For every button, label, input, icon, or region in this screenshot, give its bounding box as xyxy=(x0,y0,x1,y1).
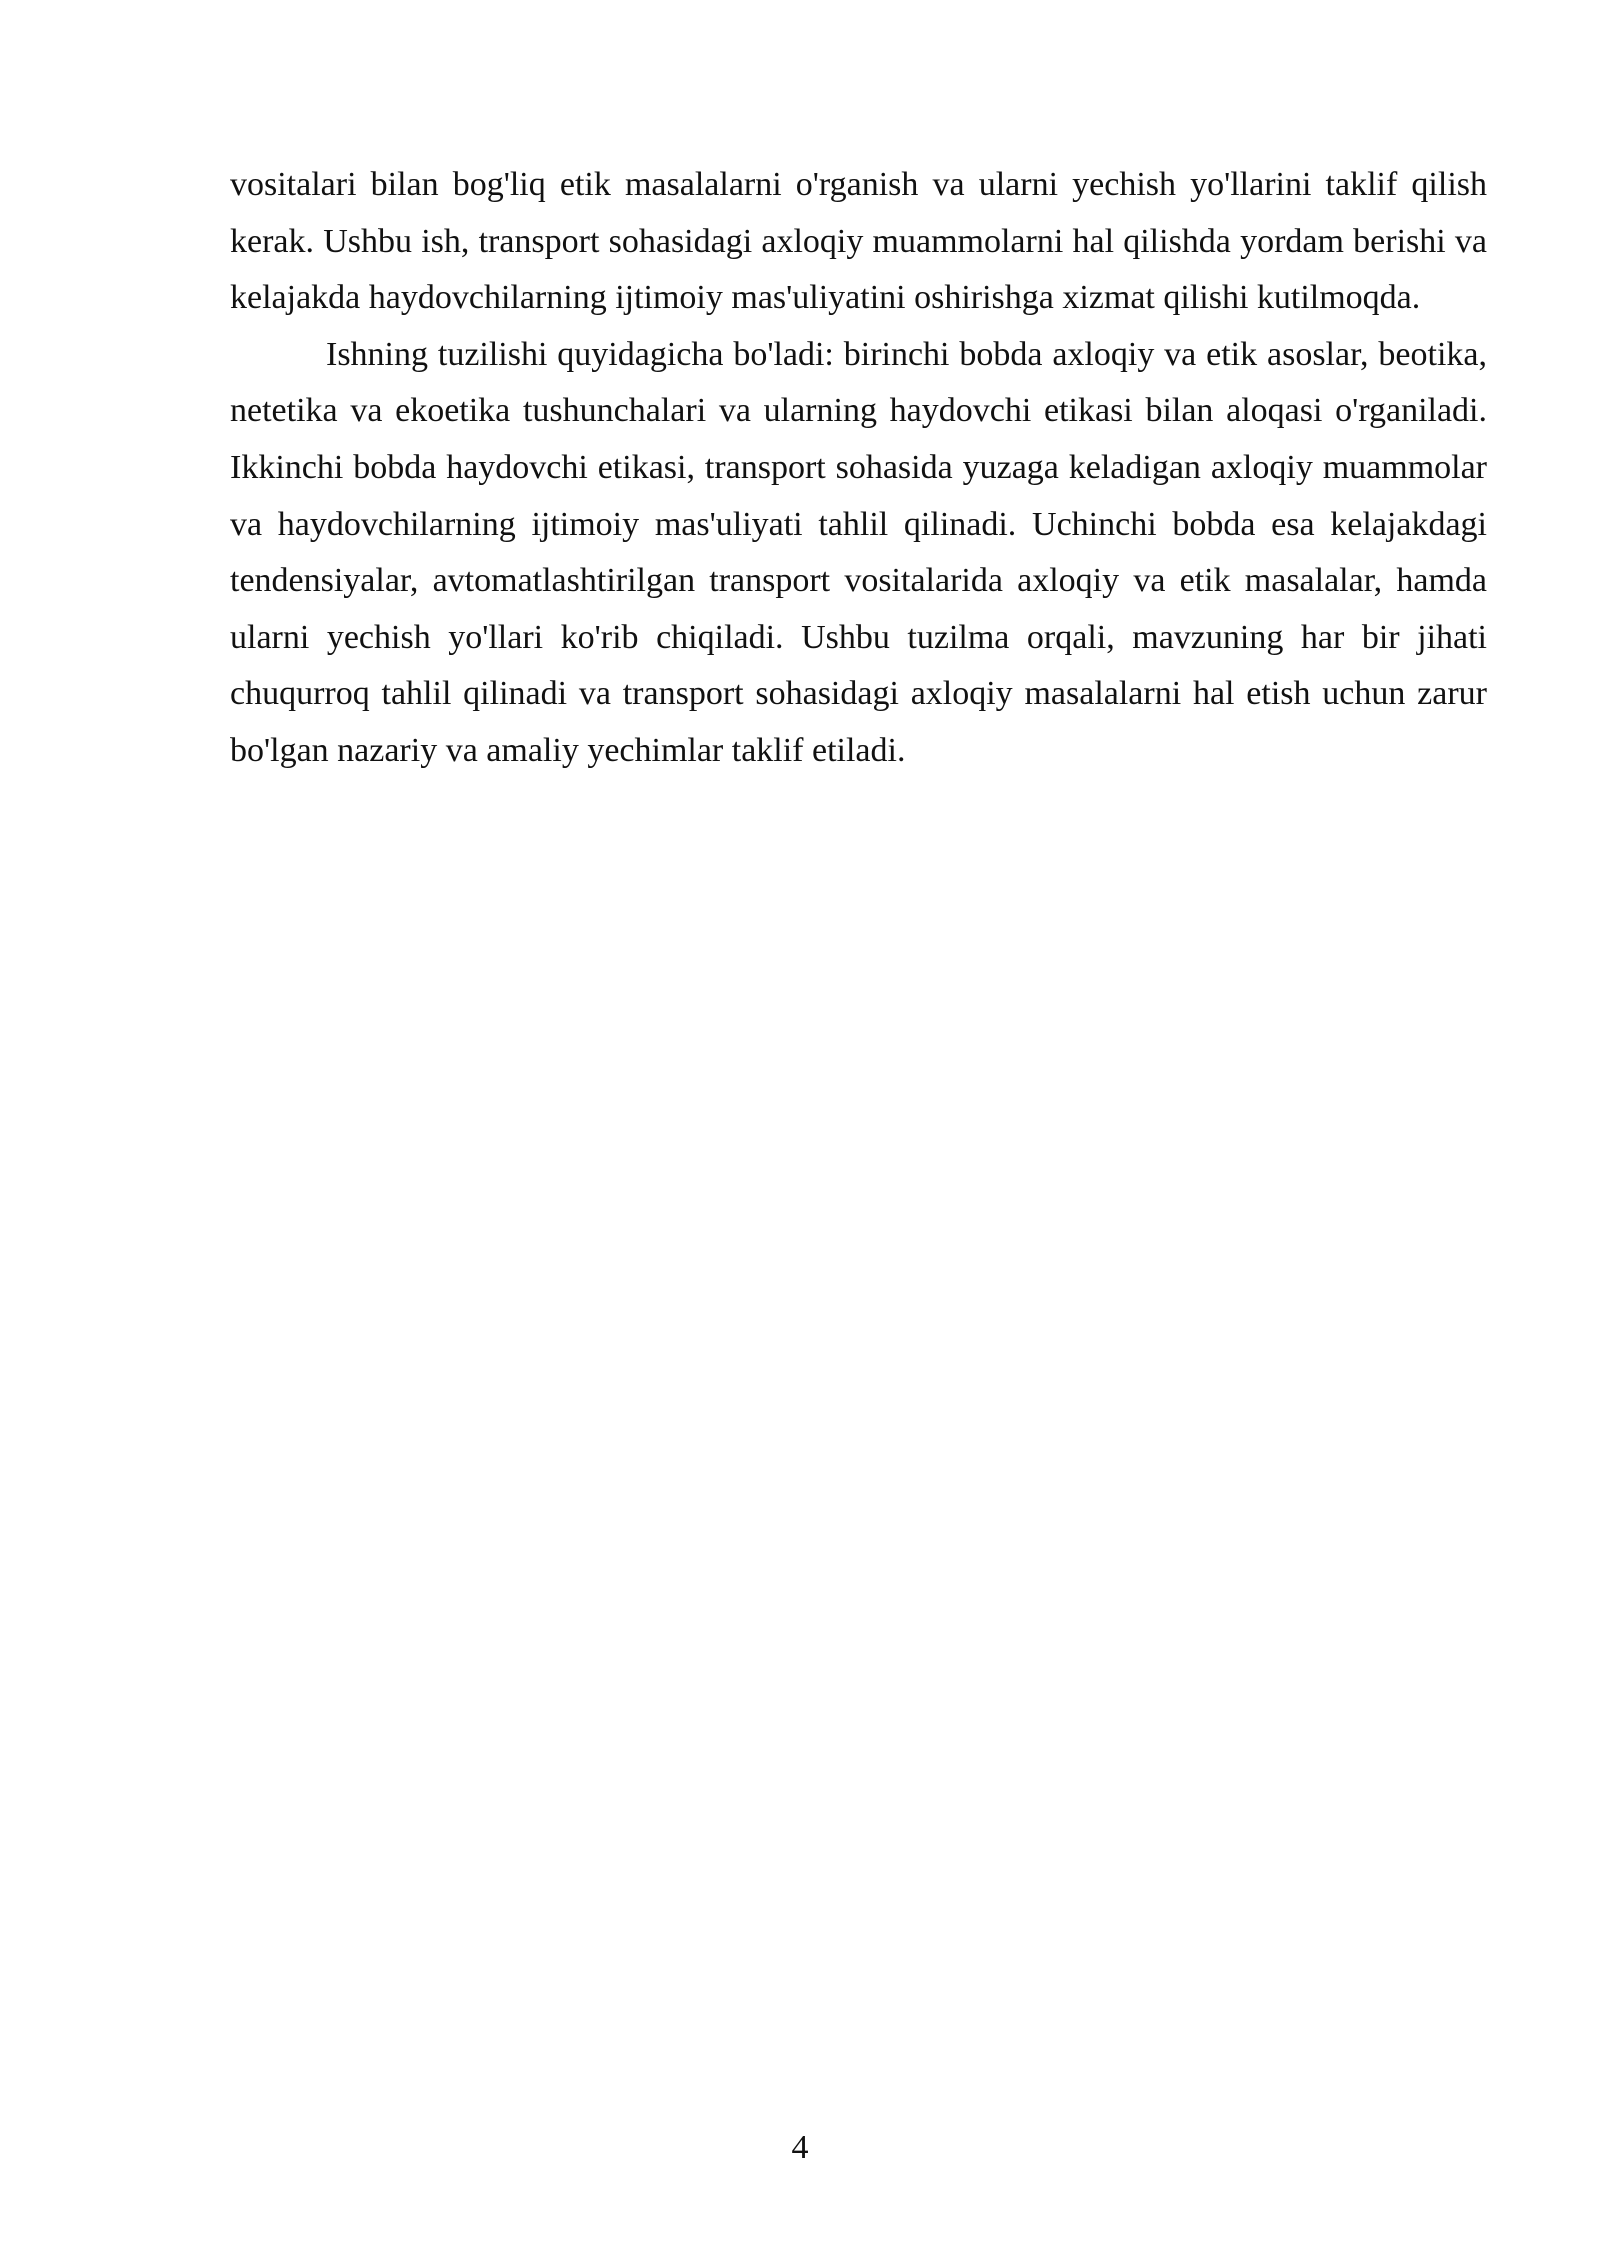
page-number: 4 xyxy=(791,2129,809,2166)
body-text xyxy=(230,157,1487,780)
paragraph-continuation: vositalari bilan bog'liq etik masalalarni o'rganish va ularni yechish yo'llarini taklif qilish kerak. Ushbu ish, transport sohasidagi axloqiy muammolarni hal qilishda yordam berishi va kelajakda haydovchilarning ijtimoiy mas'uliyatini oshirishga xizmat qilishi kutilmoqda. xyxy=(230,166,1487,317)
paragraph-structure: Ishning tuzilishi quyidagicha bo'ladi: birinchi bobda axloqiy va etik asoslar, beotika, netetika va ekoetika tushunchalari va ularning haydovchi etikasi bilan aloqasi o'rganiladi. Ikkinchi bobda haydovchi etikasi, transport sohasida yuzaga keladigan axloqiy muammolar va haydovchilarning ijtimoiy mas'uliyati tahlil qilinadi. Uchinchi bobda esa kelajakdagi tendensiyalar, avtomatlashtirilgan transport vositalarida axloqiy va etik masalalar, hamda ularni yechish yo'llari ko'rib chiqiladi. Ushbu tuzilma orqali, mavzuning har bir jihati chuqurroq tahlil qilinadi va transport sohasidagi axloqiy masalalarni hal etish uchun zarur bo'lgan nazariy va amaliy yechimlar taklif etiladi. xyxy=(230,335,1487,769)
